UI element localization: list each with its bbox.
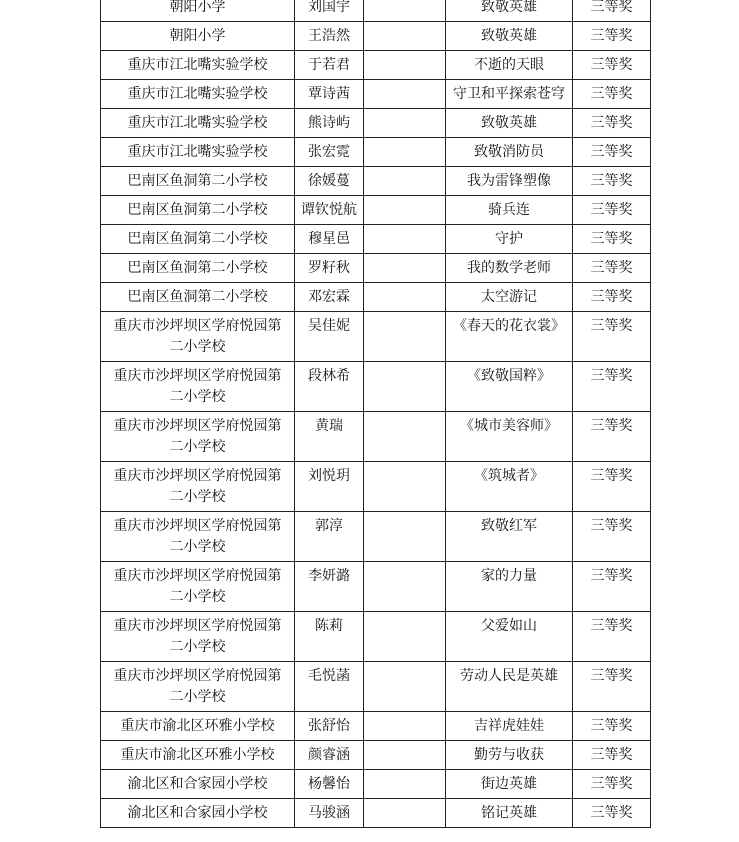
table-row xyxy=(101,562,651,612)
student-name-cell: 刘国宇 xyxy=(295,0,364,22)
award-level-cell: 三等奖 xyxy=(573,712,651,741)
table-row xyxy=(101,138,651,167)
artwork-title-cell: 《筑城者》 xyxy=(446,462,573,512)
artwork-title-cell: 勤劳与收获 xyxy=(446,741,573,770)
artwork-title-cell: 劳动人民是英雄 xyxy=(446,662,573,712)
school-cell: 重庆市沙坪坝区学府悦园第二小学校 xyxy=(101,312,295,362)
school-cell: 重庆市渝北区环雅小学校 xyxy=(101,712,295,741)
award-level-cell: 三等奖 xyxy=(573,462,651,512)
blank-cell xyxy=(364,312,446,362)
award-level-cell: 三等奖 xyxy=(573,80,651,109)
blank-cell xyxy=(364,22,446,51)
table-row xyxy=(101,462,651,512)
table-row xyxy=(101,799,651,828)
artwork-title-cell: 《城市美容师》 xyxy=(446,412,573,462)
award-level-cell: 三等奖 xyxy=(573,196,651,225)
student-name-cell: 张舒怡 xyxy=(295,712,364,741)
artwork-title-cell: 《致敬国粹》 xyxy=(446,362,573,412)
blank-cell xyxy=(364,254,446,283)
award-level-cell: 三等奖 xyxy=(573,741,651,770)
student-name-cell: 谭钦悦航 xyxy=(295,196,364,225)
school-cell: 朝阳小学 xyxy=(101,22,295,51)
award-level-cell: 三等奖 xyxy=(573,283,651,312)
artwork-title-cell: 家的力量 xyxy=(446,562,573,612)
student-name-cell: 邓宏霖 xyxy=(295,283,364,312)
student-name-cell: 郭淳 xyxy=(295,512,364,562)
artwork-title-cell: 我的数学老师 xyxy=(446,254,573,283)
table-row xyxy=(101,512,651,562)
award-level-cell: 三等奖 xyxy=(573,138,651,167)
artwork-title-cell: 太空游记 xyxy=(446,283,573,312)
award-level-cell: 三等奖 xyxy=(573,512,651,562)
table-row xyxy=(101,312,651,362)
school-cell: 重庆市沙坪坝区学府悦园第二小学校 xyxy=(101,412,295,462)
artwork-title-cell: 致敬红军 xyxy=(446,512,573,562)
table-row xyxy=(101,741,651,770)
award-level-cell: 三等奖 xyxy=(573,312,651,362)
artwork-title-cell: 致敬英雄 xyxy=(446,109,573,138)
school-cell: 重庆市沙坪坝区学府悦园第二小学校 xyxy=(101,462,295,512)
blank-cell xyxy=(364,51,446,80)
blank-cell xyxy=(364,80,446,109)
table-row xyxy=(101,770,651,799)
student-name-cell: 于若君 xyxy=(295,51,364,80)
student-name-cell: 徐媛蔓 xyxy=(295,167,364,196)
student-name-cell: 熊诗屿 xyxy=(295,109,364,138)
artwork-title-cell: 父爱如山 xyxy=(446,612,573,662)
artwork-title-cell: 我为雷锋塑像 xyxy=(446,167,573,196)
student-name-cell: 罗籽秋 xyxy=(295,254,364,283)
school-cell: 重庆市沙坪坝区学府悦园第二小学校 xyxy=(101,512,295,562)
artwork-title-cell: 致敬英雄 xyxy=(446,0,573,22)
student-name-cell: 王浩然 xyxy=(295,22,364,51)
table-row xyxy=(101,167,651,196)
school-cell: 重庆市沙坪坝区学府悦园第二小学校 xyxy=(101,562,295,612)
school-cell: 巴南区鱼洞第二小学校 xyxy=(101,283,295,312)
student-name-cell: 覃诗茜 xyxy=(295,80,364,109)
blank-cell xyxy=(364,283,446,312)
blank-cell xyxy=(364,109,446,138)
blank-cell xyxy=(364,412,446,462)
student-name-cell: 刘悦玥 xyxy=(295,462,364,512)
artwork-title-cell: 守护 xyxy=(446,225,573,254)
table-row xyxy=(101,225,651,254)
table-row xyxy=(101,283,651,312)
blank-cell xyxy=(364,770,446,799)
award-level-cell: 三等奖 xyxy=(573,562,651,612)
table-row xyxy=(101,0,651,22)
award-level-cell: 三等奖 xyxy=(573,662,651,712)
table-row xyxy=(101,22,651,51)
artwork-title-cell: 不逝的天眼 xyxy=(446,51,573,80)
table-row xyxy=(101,80,651,109)
school-cell: 朝阳小学 xyxy=(101,0,295,22)
school-cell: 巴南区鱼洞第二小学校 xyxy=(101,167,295,196)
student-name-cell: 李妍潞 xyxy=(295,562,364,612)
student-name-cell: 吴佳妮 xyxy=(295,312,364,362)
student-name-cell: 杨馨怡 xyxy=(295,770,364,799)
school-cell: 巴南区鱼洞第二小学校 xyxy=(101,196,295,225)
student-name-cell: 陈莉 xyxy=(295,612,364,662)
award-level-cell: 三等奖 xyxy=(573,167,651,196)
blank-cell xyxy=(364,362,446,412)
blank-cell xyxy=(364,741,446,770)
blank-cell xyxy=(364,0,446,22)
table-row xyxy=(101,612,651,662)
school-cell: 巴南区鱼洞第二小学校 xyxy=(101,225,295,254)
artwork-title-cell: 《春天的花衣裳》 xyxy=(446,312,573,362)
blank-cell xyxy=(364,712,446,741)
blank-cell xyxy=(364,512,446,562)
table-row xyxy=(101,712,651,741)
artwork-title-cell: 致敬英雄 xyxy=(446,22,573,51)
artwork-title-cell: 守卫和平探索苍穹 xyxy=(446,80,573,109)
student-name-cell: 黄瑞 xyxy=(295,412,364,462)
award-level-cell: 三等奖 xyxy=(573,22,651,51)
artwork-title-cell: 致敬消防员 xyxy=(446,138,573,167)
school-cell: 重庆市沙坪坝区学府悦园第二小学校 xyxy=(101,662,295,712)
blank-cell xyxy=(364,562,446,612)
award-level-cell: 三等奖 xyxy=(573,770,651,799)
award-table xyxy=(100,0,651,828)
table-row xyxy=(101,51,651,80)
student-name-cell: 马骏涵 xyxy=(295,799,364,828)
artwork-title-cell: 骑兵连 xyxy=(446,196,573,225)
award-level-cell: 三等奖 xyxy=(573,109,651,138)
award-level-cell: 三等奖 xyxy=(573,362,651,412)
school-cell: 重庆市江北嘴实验学校 xyxy=(101,51,295,80)
school-cell: 渝北区和合家园小学校 xyxy=(101,770,295,799)
award-level-cell: 三等奖 xyxy=(573,799,651,828)
table-row xyxy=(101,662,651,712)
school-cell: 渝北区和合家园小学校 xyxy=(101,799,295,828)
award-level-cell: 三等奖 xyxy=(573,412,651,462)
student-name-cell: 张宏霓 xyxy=(295,138,364,167)
blank-cell xyxy=(364,196,446,225)
student-name-cell: 颜睿涵 xyxy=(295,741,364,770)
award-level-cell: 三等奖 xyxy=(573,612,651,662)
artwork-title-cell: 铭记英雄 xyxy=(446,799,573,828)
blank-cell xyxy=(364,225,446,254)
student-name-cell: 段林希 xyxy=(295,362,364,412)
award-table-body xyxy=(101,0,651,828)
table-row xyxy=(101,362,651,412)
blank-cell xyxy=(364,612,446,662)
student-name-cell: 穆星邑 xyxy=(295,225,364,254)
blank-cell xyxy=(364,662,446,712)
school-cell: 重庆市沙坪坝区学府悦园第二小学校 xyxy=(101,362,295,412)
school-cell: 重庆市江北嘴实验学校 xyxy=(101,109,295,138)
table-row xyxy=(101,109,651,138)
table-row xyxy=(101,196,651,225)
award-table-page xyxy=(100,0,650,828)
artwork-title-cell: 街边英雄 xyxy=(446,770,573,799)
table-row xyxy=(101,254,651,283)
award-level-cell: 三等奖 xyxy=(573,51,651,80)
school-cell: 重庆市渝北区环雅小学校 xyxy=(101,741,295,770)
blank-cell xyxy=(364,138,446,167)
blank-cell xyxy=(364,799,446,828)
student-name-cell: 毛悦菡 xyxy=(295,662,364,712)
school-cell: 巴南区鱼洞第二小学校 xyxy=(101,254,295,283)
school-cell: 重庆市江北嘴实验学校 xyxy=(101,80,295,109)
table-row xyxy=(101,412,651,462)
artwork-title-cell: 吉祥虎娃娃 xyxy=(446,712,573,741)
blank-cell xyxy=(364,167,446,196)
award-level-cell: 三等奖 xyxy=(573,0,651,22)
school-cell: 重庆市沙坪坝区学府悦园第二小学校 xyxy=(101,612,295,662)
blank-cell xyxy=(364,462,446,512)
award-level-cell: 三等奖 xyxy=(573,225,651,254)
award-level-cell: 三等奖 xyxy=(573,254,651,283)
school-cell: 重庆市江北嘴实验学校 xyxy=(101,138,295,167)
